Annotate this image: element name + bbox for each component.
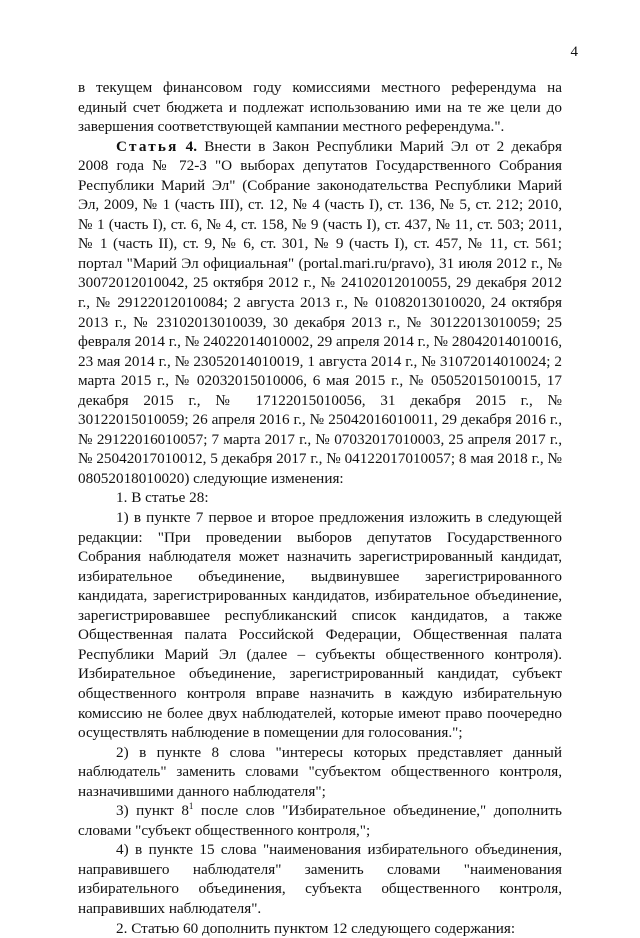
subitem-3-rest: после слов "Избирательное объединение," дополнить словами "субъект общественного контроля,"; [78, 802, 562, 839]
item-2-paragraph: 2. Статью 60 дополнить пунктом 12 следующего содержания: [116, 919, 516, 937]
document-body [78, 78, 562, 938]
article-4-paragraph [78, 137, 562, 489]
subitem-4: 4) в пункте 15 слова "наименования избирательного объединения, направившего наблюдателя" заменить словами "наименования избирательного объединения, субъекта общественного контроля, направивших наблюдателя". [78, 841, 562, 917]
superscript-number: 1 [188, 801, 194, 812]
item-1-heading: 1. В статье 28: [116, 489, 209, 507]
subitem-2: 2) в пункте 8 слова "интересы которых представляет данный наблюдатель" заменить словами "субъектом общественного контроля, назначившими данного наблюдателя"; [78, 743, 562, 800]
article-text: Внести в Закон Республики Марий Эл от 2 декабря 2008 года № 72-З "О выборах депутатов Государственного Собрания Республики Марий Эл" (Собрание законодательства Республики Марий Эл, 2009, № 1 (часть III), ст. 12, № 4 (часть I), ст. 136, № 5, ст. 212; 2010, № 1 (часть I), ст. 6, № 4, ст. 158, № 9 (часть I), ст. 437, № 11, ст. 503; 2011, № 1 (часть II), ст. 9, № 6, ст. 301, № 9 (часть I), ст. 457, № 11, ст. 561; портал "Марий Эл официальная" (portal.mari.ru/pravo), 31 июля 2012 г., № 30072012010042, 25 октября 2012 г., № 24102012010055, 29 декабря 2012 г., № 29122012010084; 2 августа 2013 г., № 01082013010020, 24 октября 2013 г., № 23102013010039, 30 декабря 2013 г., № 30122013010059; 25 февраля 2014 г., № 24022014010002, 29 апреля 2014 г., № 28042014010016, 23 мая 2014 г., № 23052014010019, 1 августа 2014 г., № 31072014010024; 2 марта 2015 г., № 02032015010006, 6 мая 2015 г., № 05052015010015, 17 декабря 2015 г., № 17122015010056, 31 декабря 2015 г., № 30122015010059; 26 апреля 2016 г., № 25042016010011, 29 декабря 2016 г., № 29122016010057; 7 марта 2017 г., № 07032017010003, 25 апреля 2017 г., № 25042017010012, 5 декабря 2017 г., № 04122017010057; 8 мая 2018 г., № 08052018010020) следующие изменения: [78, 137, 562, 487]
article-number: 4. [185, 137, 198, 155]
subitem-1: 1) в пункте 7 первое и второе предложения изложить в следующей редакции: "При проведении выборов депутатов Государственного Собрания наблюдателя может назначить зарегистрированный кандидат, избирательное объединение, выдвинувшее зарегистрированного кандидата, зарегистрированных кандидатов, избирательное объединение, зарегистрировавшее республиканский список кандидатов, а также Общественная палата Российской Федерации, Общественная палата Республики Марий Эл (далее – субъекты общественного контроля). Избирательное объединение, зарегистрированный кандидат, субъект общественного контроля вправе назначить в каждую избирательную комиссию не более двух наблюдателей, которые имеют право поочередно осуществлять наблюдение в помещении для голосования."; [78, 509, 562, 742]
subitem-3 [78, 801, 562, 840]
subitem-3-start: 3) пункт 8 [116, 802, 189, 820]
intro-paragraph: в текущем финансовом году комиссиями местного референдума на единый счет бюджета и подлежат использованию ими на те же цели до завершения соответствующей кампании местного референдума.". [78, 79, 562, 136]
page-number: 4 [570, 44, 578, 60]
article-word: Статья [116, 137, 179, 155]
